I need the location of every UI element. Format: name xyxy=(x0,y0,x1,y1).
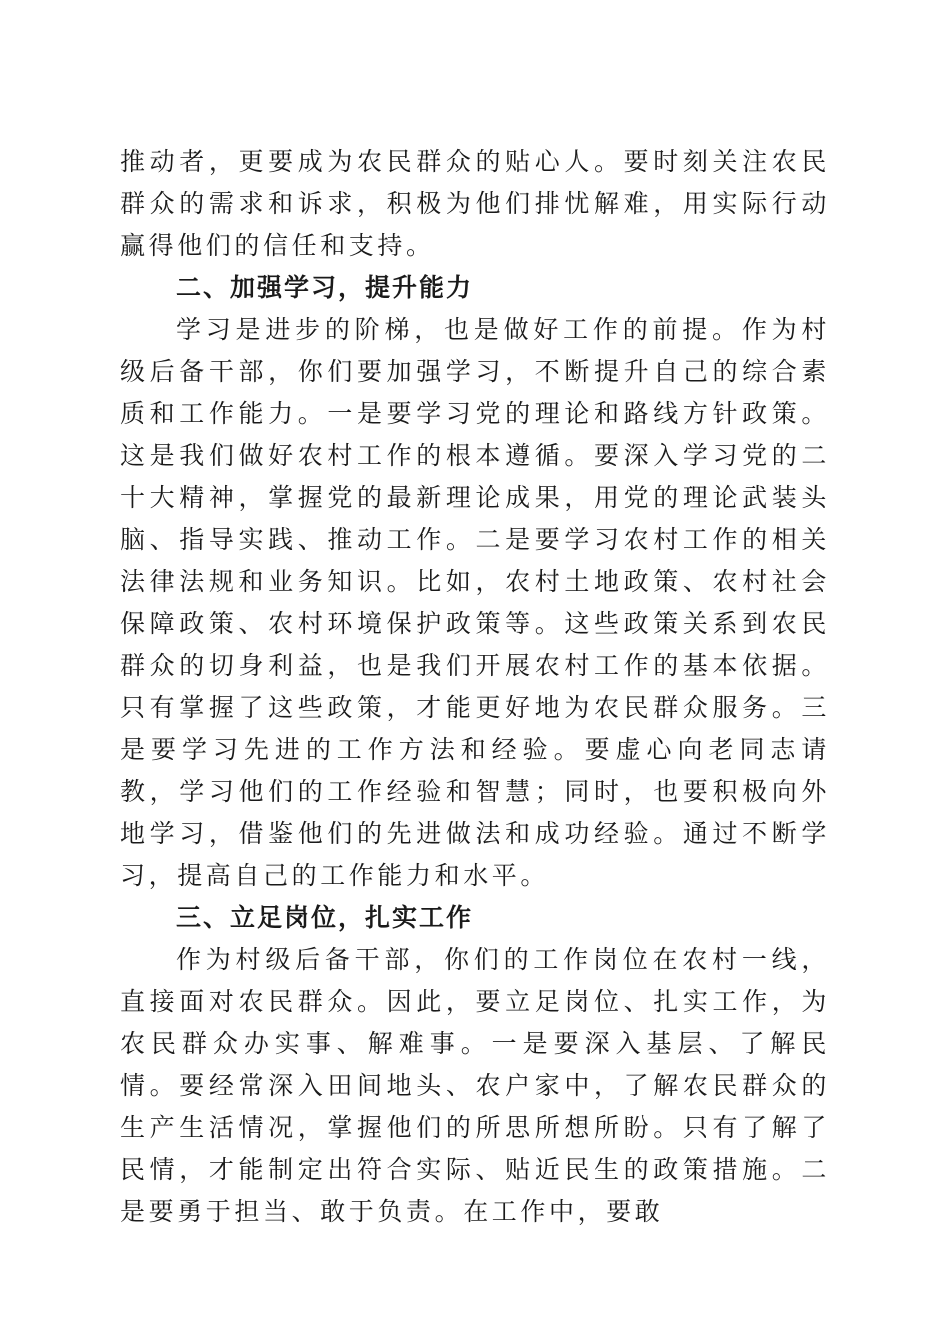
paragraph-learning: 学习是进步的阶梯，也是做好工作的前提。作为村级后备干部，你们要加强学习，不断提升自己的综合素质和工作能力。一是要学习党的理论和路线方针政策。这是我们做好农村工作的根本遵循。要深入学习党的二十大精神，掌握党的最新理论成果，用党的理论武装头脑、指导实践、推动工作。二是要学习农村工作的相关法律法规和业务知识。比如，农村土地政策、农村社会保障政策、农村环境保护政策等。这些政策关系到农民群众的切身利益，也是我们开展农村工作的基本依据。只有掌握了这些政策，才能更好地为农民群众服务。三是要学习先进的工作方法和经验。要虚心向老同志请教，学习他们的工作经验和智慧；同时，也要积极向外地学习，借鉴他们的先进做法和成功经验。通过不断学习，提高自己的工作能力和水平。 xyxy=(120,315,830,890)
paragraph-work: 作为村级后备干部，你们的工作岗位在农村一线，直接面对农民群众。因此，要立足岗位、扎实工作，为农民群众办实事、解难事。一是要深入基层、了解民情。要经常深入田间地头、农户家中，了解农民群众的生产生活情况，掌握他们的所思所想所盼。只有了解了民情，才能制定出符合实际、贴近民生的政策措施。二是要勇于担当、敢于负责。在工作中，要敢 xyxy=(120,945,830,1226)
section-heading-two: 二、加强学习，提升能力 xyxy=(176,273,474,302)
section-heading-three: 三、立足岗位，扎实工作 xyxy=(176,903,474,932)
paragraph-continuation: 推动者，更要成为农民群众的贴心人。要时刻关注农民群众的需求和诉求，积极为他们排忧解难，用实际行动赢得他们的信任和支持。 xyxy=(120,147,830,260)
document-body xyxy=(120,141,830,1233)
